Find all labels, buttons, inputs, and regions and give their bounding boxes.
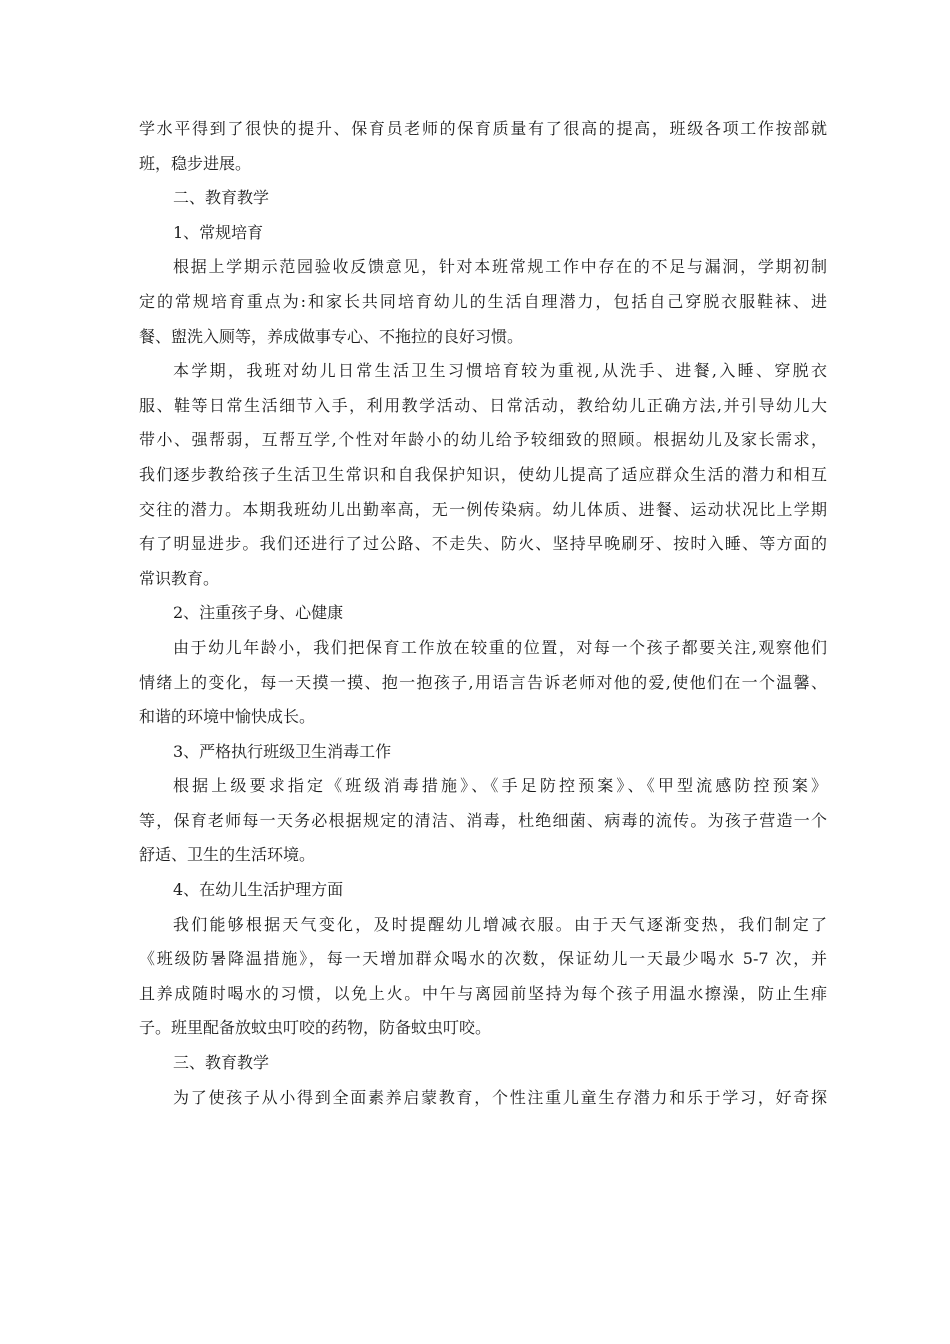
paragraph-line: 根据上学期示范园验收反馈意见，针对本班常规工作中存在的不足与漏洞，学期初制 bbox=[173, 257, 827, 277]
document-page bbox=[139, 112, 827, 1115]
paragraph-line: 和谐的环境中愉快成长。 bbox=[139, 707, 316, 727]
paragraph-line: 舒适、卫生的生活环境。 bbox=[139, 845, 316, 865]
paragraph-line: 带小、强帮弱，互帮互学,个性对年龄小的幼儿给予较细致的照顾。根据幼儿及家长需求， bbox=[139, 430, 827, 450]
section-heading: 1、常规培育 bbox=[173, 222, 264, 242]
paragraph-line: 本学期，我班对幼儿日常生活卫生习惯培育较为重视,从洗手、进餐,入睡、穿脱衣 bbox=[173, 361, 827, 381]
paragraph-line: 子。班里配备放蚊虫叮咬的药物，防备蚊虫叮咬。 bbox=[139, 1018, 492, 1038]
section-heading: 3、严格执行班级卫生消毒工作 bbox=[173, 741, 392, 761]
paragraph-line: 服、鞋等日常生活细节入手，利用教学活动、日常活动，教给幼儿正确方法,并引导幼儿大 bbox=[139, 395, 827, 415]
paragraph-line: 我们能够根据天气变化，及时提醒幼儿增减衣服。由于天气逐渐变热，我们制定了 bbox=[173, 914, 827, 934]
paragraph-line: 《班级防暑降温措施》，每一天增加群众喝水的次数，保证幼儿一天最少喝水 5-7 次，并 bbox=[139, 949, 827, 969]
section-heading: 2、注重孩子身、心健康 bbox=[173, 603, 344, 623]
paragraph-line: 交往的潜力。本期我班幼儿出勤率高，无一例传染病。幼儿体质、进餐、运动状况比上学期 bbox=[139, 499, 827, 519]
paragraph-line: 定的常规培育重点为:和家长共同培育幼儿的生活自理潜力，包括自己穿脱衣服鞋袜、进 bbox=[139, 291, 827, 311]
paragraph-line: 为了使孩子从小得到全面素养启蒙教育，个性注重儿童生存潜力和乐于学习，好奇探 bbox=[173, 1087, 827, 1107]
section-heading: 三、教育教学 bbox=[173, 1053, 270, 1073]
paragraph-line: 情绪上的变化，每一天摸一摸、抱一抱孩子,用语言告诉老师对他的爱,使他们在一个温馨、 bbox=[139, 672, 827, 692]
paragraph-line: 学水平得到了很快的提升、保育员老师的保育质量有了很高的提高，班级各项工作按部就 bbox=[139, 119, 827, 138]
section-heading: 二、教育教学 bbox=[173, 188, 270, 208]
paragraph-line: 有了明显进步。我们还进行了过公路、不走失、防火、坚持早晚刷牙、按时入睡、等方面的 bbox=[139, 534, 827, 554]
paragraph-line: 且养成随时喝水的习惯，以免上火。中午与离园前坚持为每个孩子用温水擦澡，防止生痱 bbox=[139, 983, 827, 1003]
paragraph-line: 根据上级要求指定《班级消毒措施》、《手足防控预案》、《甲型流感防控预案》 bbox=[173, 776, 827, 796]
paragraph-line: 班，稳步进展。 bbox=[139, 153, 252, 173]
paragraph-line: 餐、盥洗入厕等，养成做事专心、不拖拉的良好习惯。 bbox=[139, 326, 524, 346]
section-heading: 4、在幼儿生活护理方面 bbox=[173, 880, 344, 900]
paragraph-line: 等，保育老师每一天务必根据规定的清洁、消毒，杜绝细菌、病毒的流传。为孩子营造一个 bbox=[139, 810, 827, 830]
paragraph-line: 由于幼儿年龄小，我们把保育工作放在较重的位置，对每一个孩子都要关注,观察他们 bbox=[173, 637, 827, 657]
paragraph-line: 常识教育。 bbox=[139, 568, 220, 588]
paragraph-line: 我们逐步教给孩子生活卫生常识和自我保护知识，使幼儿提高了适应群众生活的潜力和相互 bbox=[139, 464, 827, 484]
